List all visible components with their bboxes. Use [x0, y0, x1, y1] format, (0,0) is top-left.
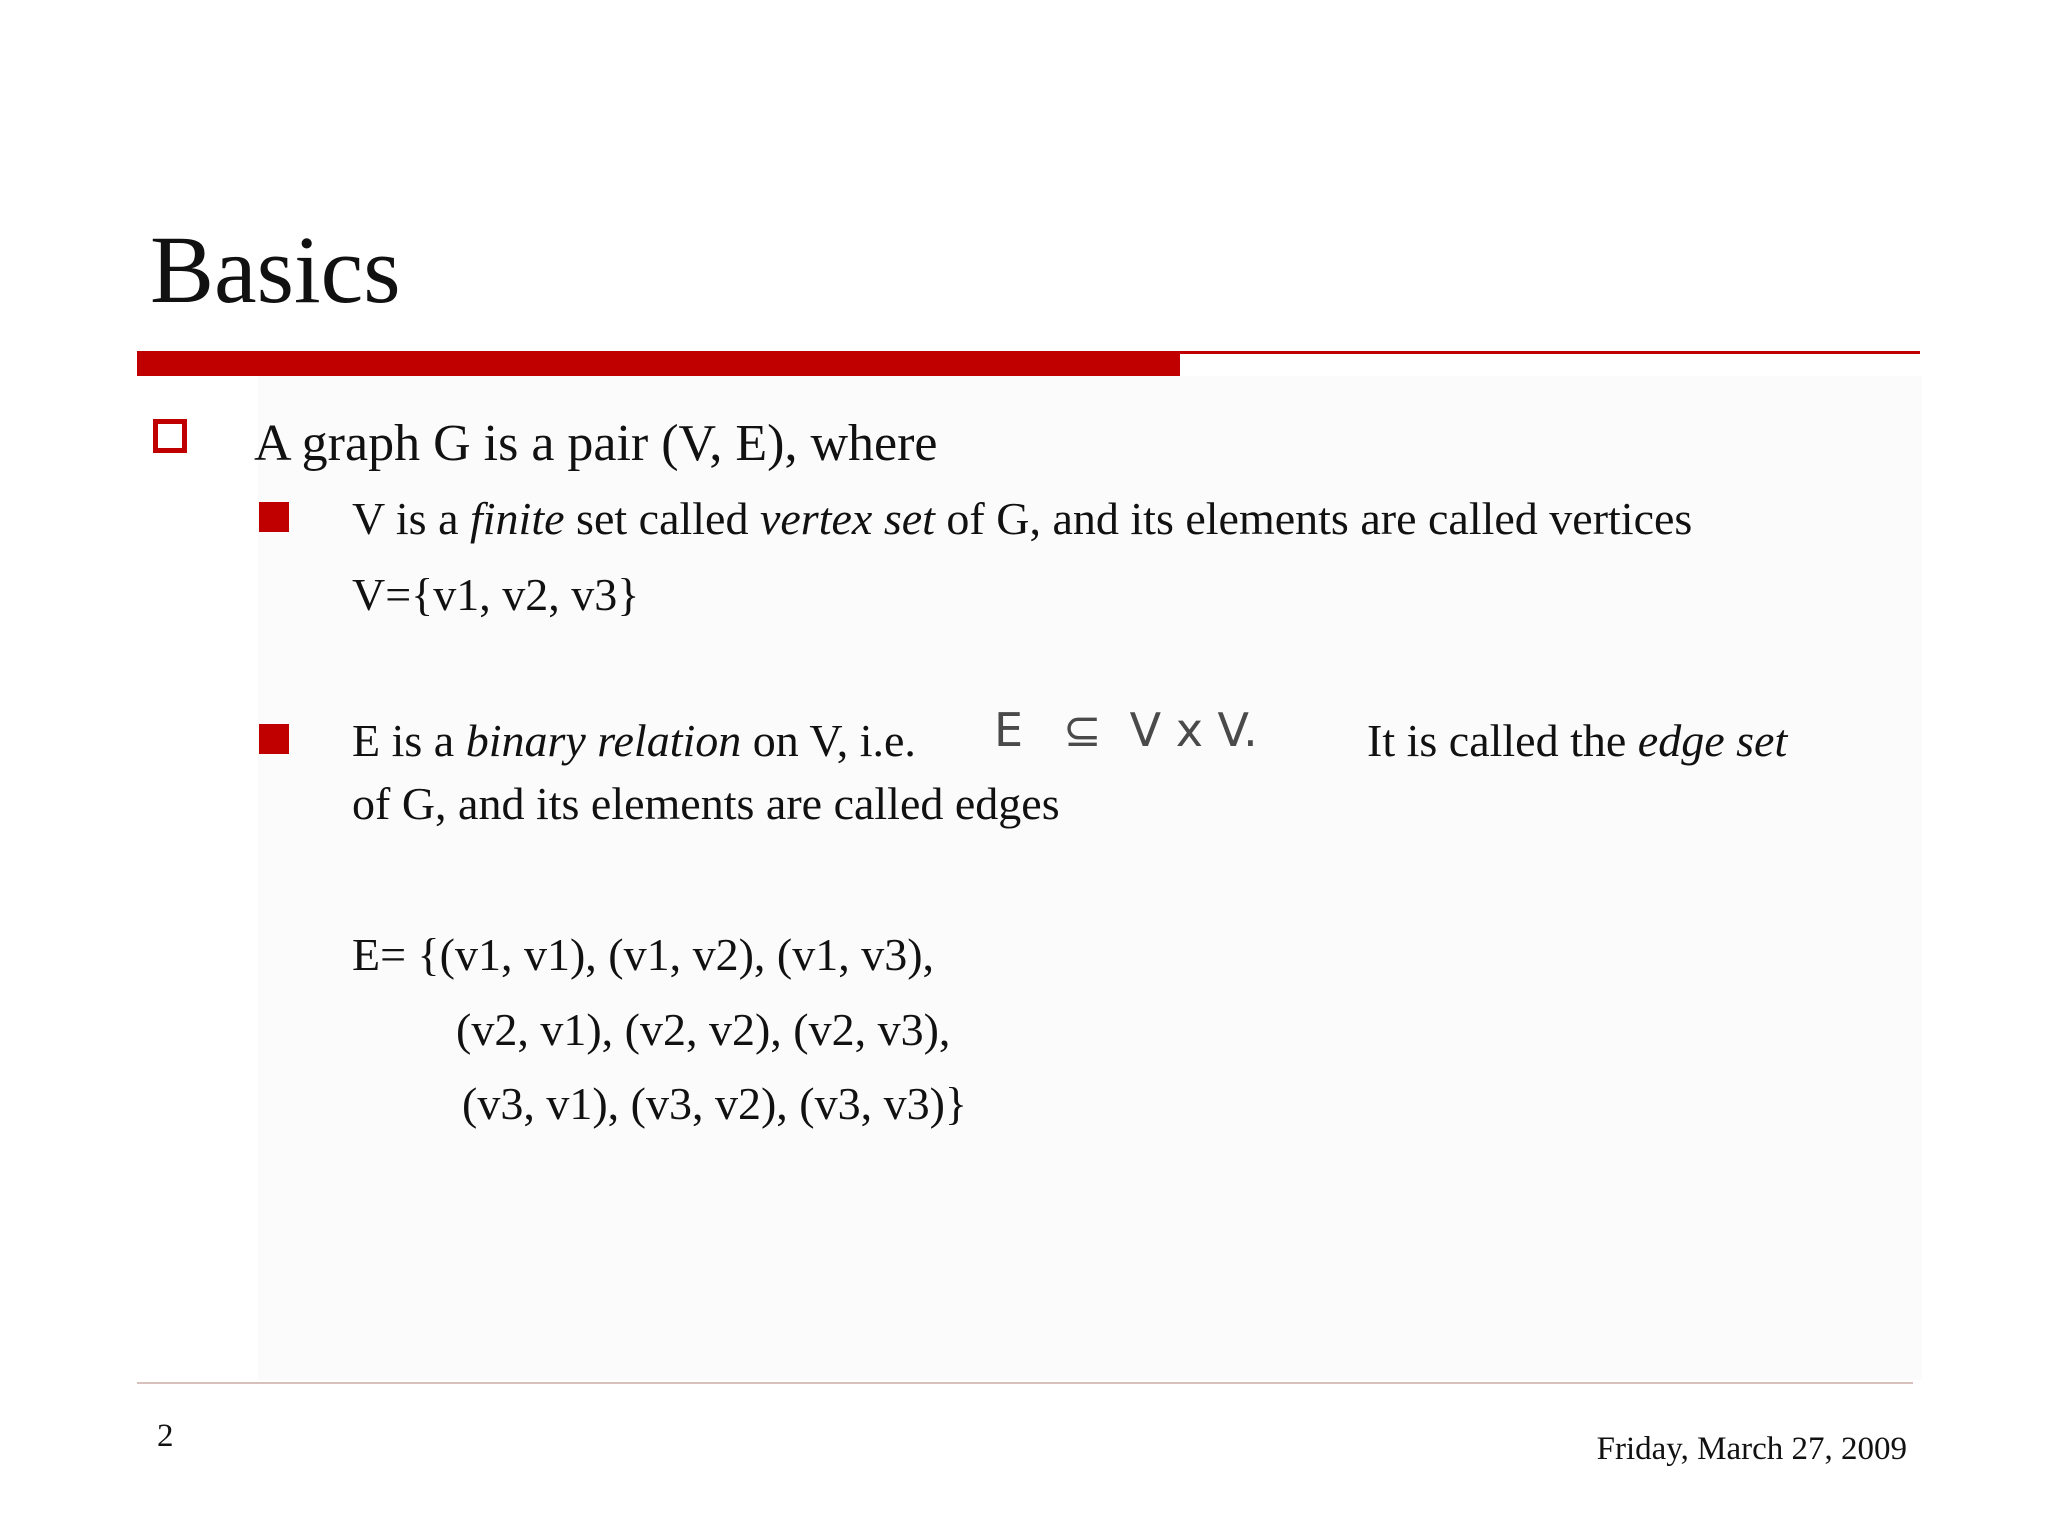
subset-symbol: ⊆: [1063, 703, 1102, 757]
edge-set-example-line2: (v2, v1), (v2, v2), (v2, v3),: [456, 1004, 951, 1055]
vertex-set-definition: V is a finite set called vertex set of G, and its elements are called vertices: [352, 493, 1693, 544]
page-number: 2: [157, 1418, 174, 1454]
edge-set-definition: E is a binary relation on V, i.e.: [352, 715, 916, 766]
footer-date: Friday, March 27, 2009: [1596, 1431, 1907, 1467]
edge-set-definition-line2: of G, and its elements are called edges: [352, 778, 1060, 829]
slide-title: Basics: [150, 216, 401, 323]
edge-set-definition-cont: It is called the edge set: [1367, 715, 1788, 766]
subset-formula: E ⊆ V x V.: [994, 703, 1258, 757]
title-underline-thin: [1180, 351, 1920, 354]
hollow-square-bullet-icon: [153, 419, 187, 453]
bullet-graph-definition: A graph G is a pair (V, E), where: [254, 415, 938, 472]
vertex-set-example: V={v1, v2, v3}: [352, 569, 640, 620]
filled-square-bullet-icon: [259, 502, 289, 532]
footer-divider: [137, 1382, 1913, 1384]
edge-set-example-line1: E= {(v1, v1), (v1, v2), (v1, v3),: [352, 929, 935, 980]
edge-set-example-line3: (v3, v1), (v3, v2), (v3, v3)}: [462, 1078, 967, 1129]
title-underline-thick: [137, 351, 1180, 376]
filled-square-bullet-icon: [259, 724, 289, 754]
